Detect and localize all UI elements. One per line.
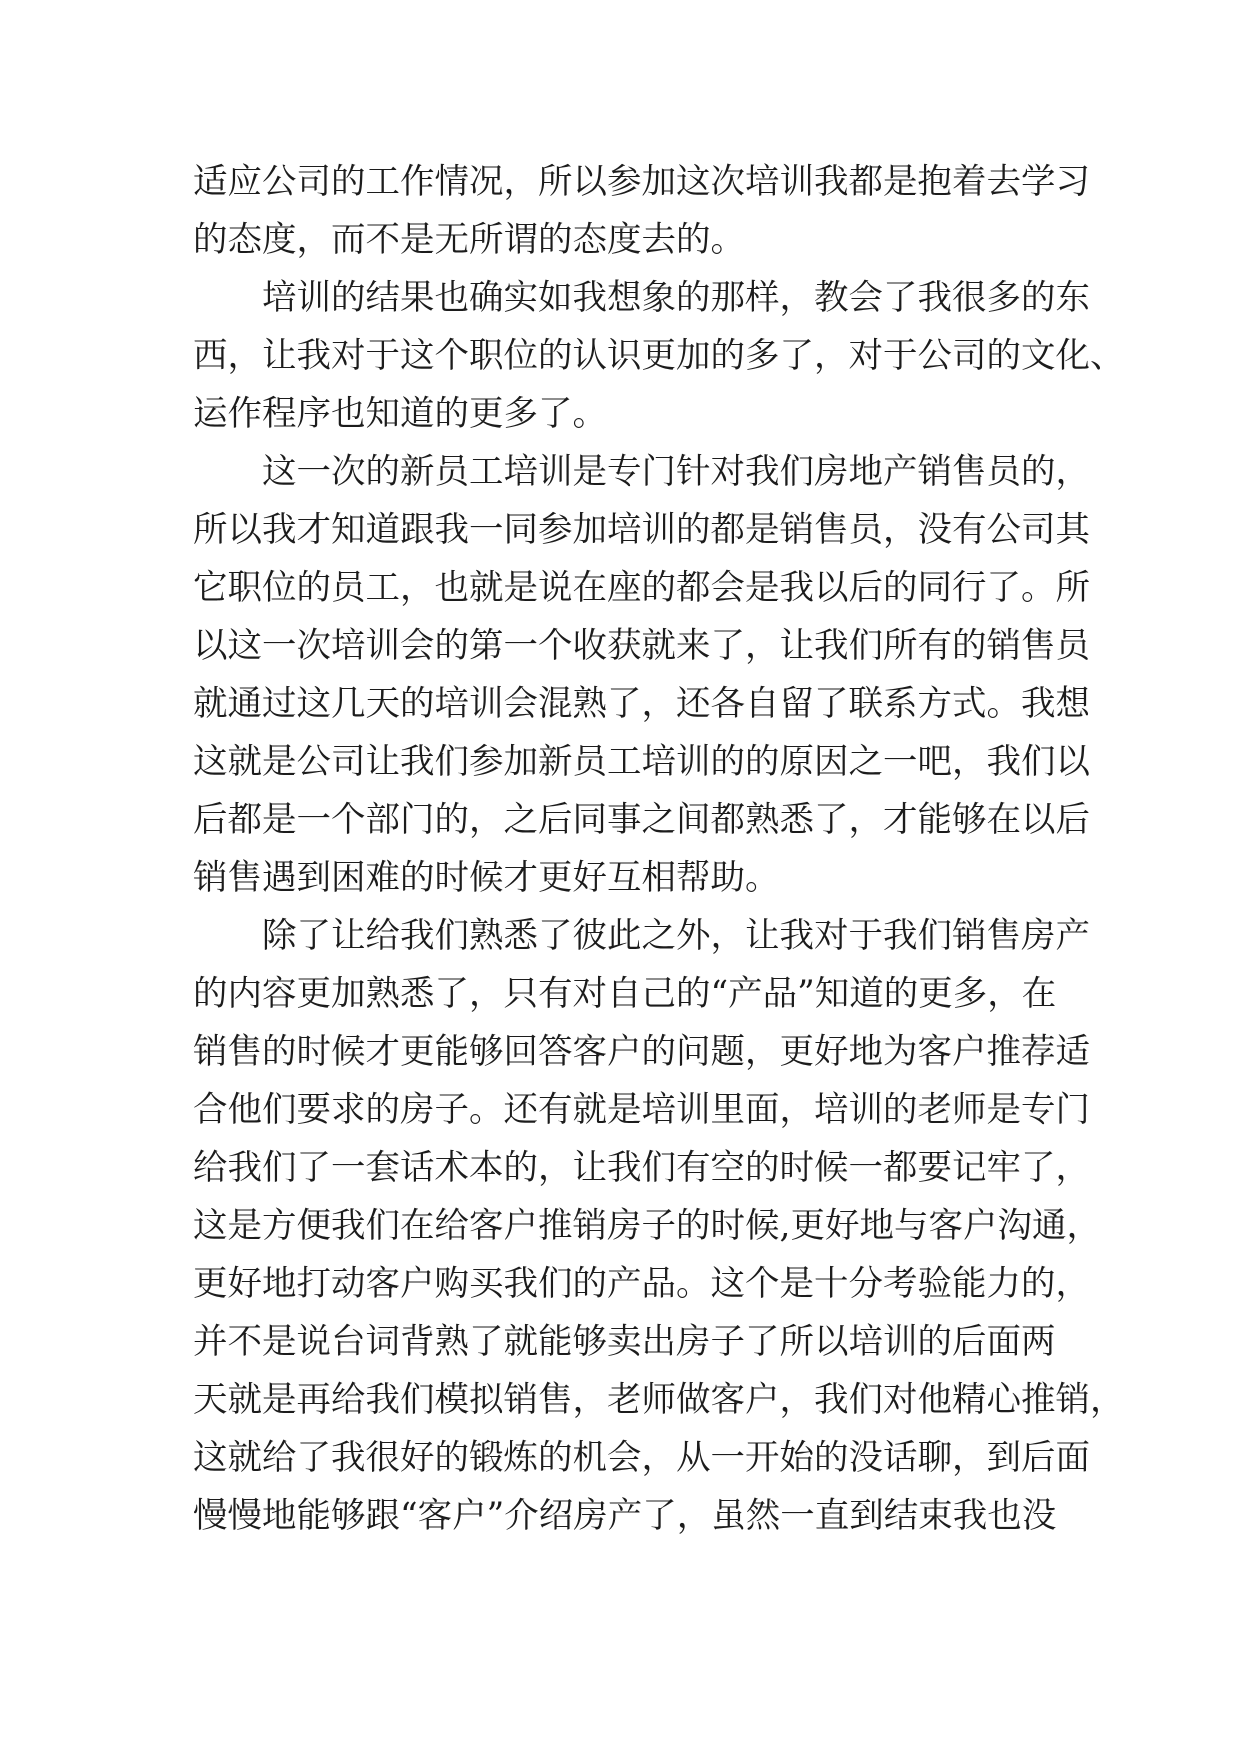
text-line: 的态度，而不是无所谓的态度去的。 [193, 220, 745, 260]
paragraph-first-line: 这一次的新员工培训是专门针对我们房地产销售员的， [262, 452, 1090, 492]
text-line: 销售遇到困难的时候才更好互相帮助。 [193, 858, 780, 898]
text-line: 慢慢地能够跟“客户”介绍房产了，虽然一直到结束我也没 [193, 1496, 1057, 1536]
text-line: 更好地打动客户购买我们的产品。这个是十分考验能力的， [193, 1264, 1090, 1304]
paragraph-first-line: 培训的结果也确实如我想象的那样，教会了我很多的东 [262, 278, 1090, 318]
text-line: 所以我才知道跟我一同参加培训的都是销售员，没有公司其 [193, 510, 1090, 550]
text-line: 销售的时候才更能够回答客户的问题，更好地为客户推荐适 [193, 1032, 1090, 1072]
text-line: 天就是再给我们模拟销售，老师做客户，我们对他精心推销， [193, 1380, 1125, 1420]
text-line: 以这一次培训会的第一个收获就来了，让我们所有的销售员 [193, 626, 1090, 666]
text-line: 的内容更加熟悉了，只有对自己的“产品”知道的更多，在 [193, 974, 1057, 1014]
text-line: 西，让我对于这个职位的认识更加的多了，对于公司的文化、 [193, 336, 1125, 376]
text-line: 就通过这几天的培训会混熟了，还各自留了联系方式。我想 [193, 684, 1090, 724]
text-line: 适应公司的工作情况，所以参加这次培训我都是抱着去学习 [193, 162, 1090, 202]
text-line: 这就给了我很好的锻炼的机会，从一开始的没话聊，到后面 [193, 1438, 1090, 1478]
text-line: 运作程序也知道的更多了。 [193, 394, 607, 434]
paragraph-first-line: 除了让给我们熟悉了彼此之外，让我对于我们销售房产 [262, 916, 1090, 956]
text-line: 合他们要求的房子。还有就是培训里面，培训的老师是专门 [193, 1090, 1090, 1130]
text-line: 并不是说台词背熟了就能够卖出房子了所以培训的后面两 [193, 1322, 1056, 1362]
text-line: 这是方便我们在给客户推销房子的时候,更好地与客户沟通， [193, 1206, 1101, 1246]
body-text [193, 153, 1125, 1545]
text-line: 它职位的员工，也就是说在座的都会是我以后的同行了。所 [193, 568, 1090, 608]
text-line: 这就是公司让我们参加新员工培训的的原因之一吧，我们以 [193, 742, 1090, 782]
text-line: 后都是一个部门的，之后同事之间都熟悉了，才能够在以后 [193, 800, 1090, 840]
text-line: 给我们了一套话术本的，让我们有空的时候一都要记牢了， [193, 1148, 1090, 1188]
